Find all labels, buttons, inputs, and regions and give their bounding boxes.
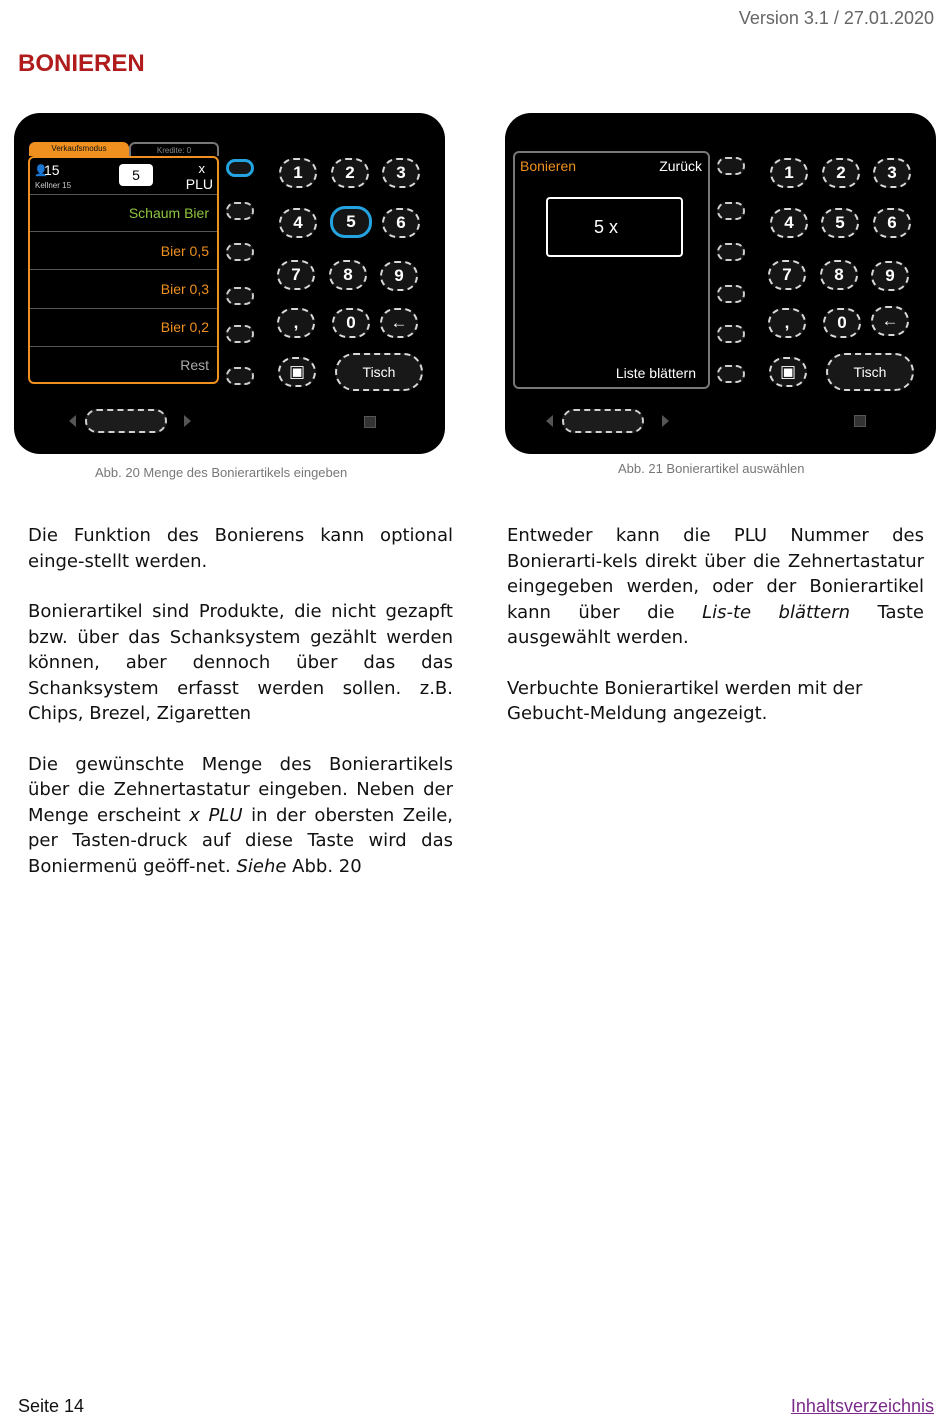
side-key[interactable]: [717, 157, 745, 175]
key-4[interactable]: 4: [770, 208, 808, 238]
paragraph: [507, 523, 924, 651]
paragraph: Verbuchte Bonierartikel werden mit der Gebucht-Meldung angezeigt.: [507, 677, 863, 724]
key-0[interactable]: 0: [823, 308, 861, 338]
tisch-button[interactable]: Tisch: [826, 353, 914, 391]
key-6[interactable]: 6: [873, 208, 911, 238]
list-item[interactable]: Bier 0,3: [30, 269, 217, 307]
user-count: 15: [44, 162, 60, 178]
square-indicator-icon: [364, 416, 376, 428]
text-run: Die gewünschte Menge des Bonierartikels über die Zehnertastatur eingeben. Neben der Menge erscheint: [28, 753, 453, 826]
figure-21-caption: Abb. 21 Bonierartikel auswählen: [618, 461, 805, 476]
paragraph: [28, 752, 453, 880]
key-6[interactable]: 6: [382, 208, 420, 238]
key-1[interactable]: 1: [279, 158, 317, 188]
key-0[interactable]: 0: [332, 308, 370, 338]
paragraph: Die Funktion des Bonierens kann optional einge-stellt werden.: [28, 525, 453, 572]
text-run: Abb. 20: [286, 855, 362, 877]
key-comma[interactable]: ,: [277, 308, 315, 338]
key-7[interactable]: 7: [277, 260, 315, 290]
side-key[interactable]: [226, 287, 254, 305]
emphasis: x PLU: [189, 804, 243, 826]
nav-right-icon[interactable]: [662, 415, 669, 427]
key-2[interactable]: 2: [822, 158, 860, 188]
nav-right-icon[interactable]: [184, 415, 191, 427]
key-5[interactable]: 5: [330, 206, 372, 238]
key-backspace[interactable]: ←: [380, 308, 418, 338]
list-item[interactable]: Bier 0,5: [30, 231, 217, 269]
window-icon[interactable]: ▣: [769, 357, 807, 387]
text-run: Taste ausgewählt werden.: [507, 601, 925, 648]
side-key[interactable]: [717, 243, 745, 261]
list-browse-button[interactable]: Liste blättern: [615, 365, 696, 381]
bonieren-screen: [513, 151, 710, 389]
device-figure-20: [14, 113, 445, 454]
screen-title: Bonieren: [520, 158, 577, 174]
toc-link[interactable]: Inhaltsverzeichnis: [790, 1396, 934, 1416]
quantity-display: 5 x: [546, 197, 683, 257]
x-label: x: [198, 161, 205, 176]
tab-verkaufsmodus[interactable]: Verkaufsmodus: [29, 142, 129, 156]
figure-20-caption: Abb. 20 Menge des Bonierartikels eingeben: [95, 465, 348, 480]
side-key[interactable]: [226, 325, 254, 343]
left-column: [28, 523, 453, 904]
key-3[interactable]: 3: [873, 158, 911, 188]
user-name: Kellner 15: [35, 181, 72, 190]
text-run: Entweder kann die PLU Nummer des Bonierarti-kels direkt über die Zehnertastatur eingegeben werden, oder der Bonierartikel kann über die: [507, 525, 924, 623]
nav-left-icon[interactable]: [546, 415, 553, 427]
side-key[interactable]: [717, 202, 745, 220]
side-key[interactable]: [717, 285, 745, 303]
key-4[interactable]: 4: [279, 208, 317, 238]
side-key[interactable]: [226, 202, 254, 220]
key-9[interactable]: 9: [380, 261, 418, 291]
key-5[interactable]: 5: [821, 208, 859, 238]
version-label: Version 3.1 / 27.01.2020: [738, 8, 934, 28]
nav-scroll[interactable]: [85, 409, 167, 433]
text-run: in der obersten Zeile, per Tasten-druck auf diese Taste wird das Boniermenü geöff-net.: [28, 804, 454, 877]
tisch-button[interactable]: Tisch: [335, 353, 423, 391]
page-number: Seite 14: [18, 1396, 85, 1416]
list-item[interactable]: Bier 0,2: [30, 308, 217, 345]
square-indicator-icon: [854, 415, 866, 427]
key-backspace[interactable]: ←: [871, 306, 909, 336]
key-2[interactable]: 2: [331, 158, 369, 188]
tab-kredite[interactable]: Kredite: 0: [129, 142, 219, 156]
nav-left-icon[interactable]: [69, 415, 76, 427]
sales-screen: [28, 156, 219, 384]
key-3[interactable]: 3: [382, 158, 420, 188]
side-key[interactable]: [226, 243, 254, 261]
side-key[interactable]: [226, 159, 254, 177]
side-key[interactable]: [717, 325, 745, 343]
list-item[interactable]: Schaum Bier: [30, 194, 217, 230]
list-item[interactable]: Rest: [30, 346, 217, 384]
right-column: [507, 523, 924, 752]
emphasis: Lis-te blättern: [702, 601, 851, 623]
key-8[interactable]: 8: [820, 260, 858, 290]
user-icon: 👤: [34, 165, 48, 177]
key-9[interactable]: 9: [871, 261, 909, 291]
paragraph: Bonierartikel sind Produkte, die nicht gezapft bzw. über das Schanksystem gezählt werden können, aber dennoch über das das Schanksystem erfasst werden sollen. z.B. Chips, Brezel, Zigaretten: [28, 601, 453, 724]
key-8[interactable]: 8: [329, 260, 367, 290]
device-figure-21: [505, 113, 936, 454]
plu-label: PLU: [185, 176, 213, 192]
nav-scroll[interactable]: [562, 409, 644, 433]
key-7[interactable]: 7: [768, 260, 806, 290]
window-icon[interactable]: ▣: [278, 357, 316, 387]
side-key[interactable]: [226, 367, 254, 385]
emphasis: Siehe: [236, 855, 287, 877]
page-title: BONIEREN: [18, 50, 145, 77]
key-1[interactable]: 1: [770, 158, 808, 188]
key-comma[interactable]: ,: [768, 308, 806, 338]
quantity-field[interactable]: 5: [119, 164, 153, 186]
back-button[interactable]: Zurück: [659, 158, 702, 174]
side-key[interactable]: [717, 365, 745, 383]
